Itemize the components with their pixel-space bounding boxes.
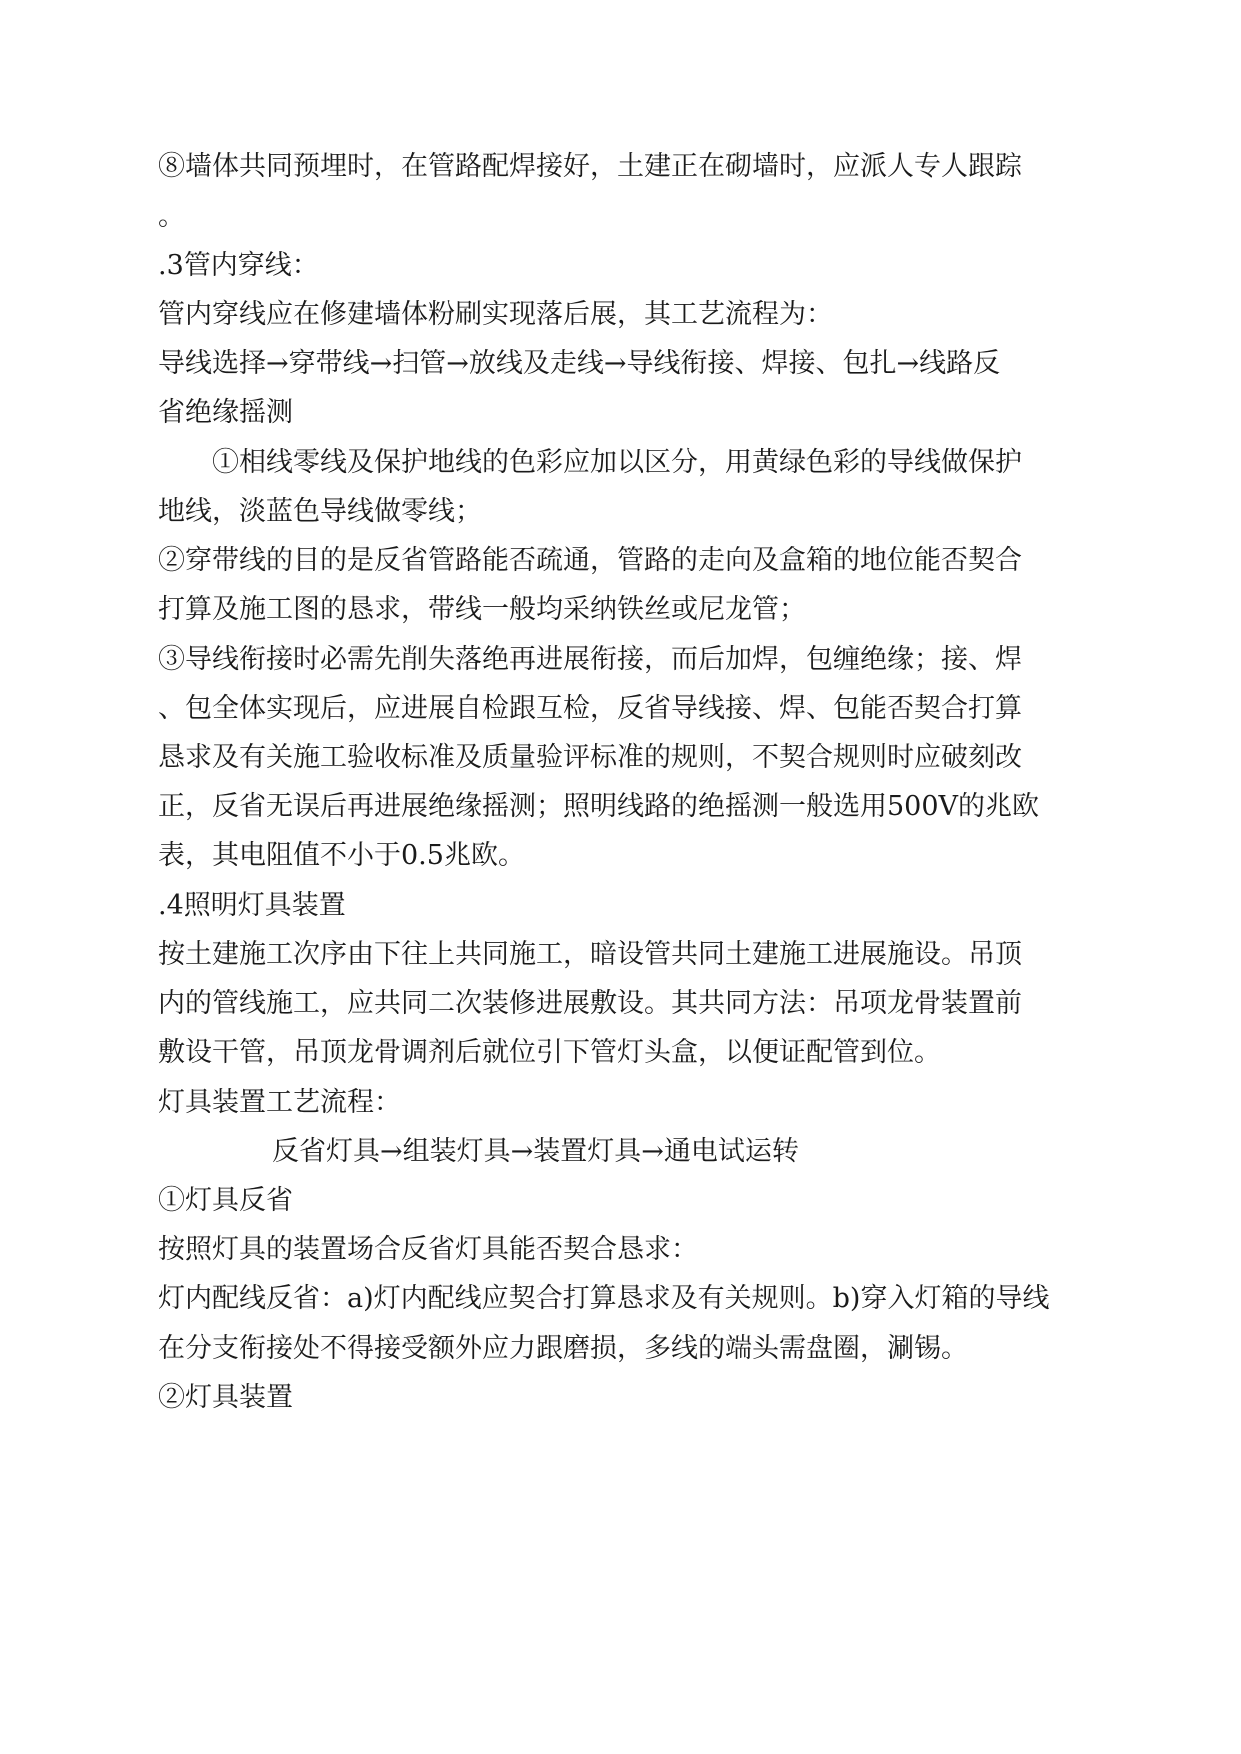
text-line: 正，反省无误后再进展绝缘摇测；照明线路的绝摇测一般选用500V的兆欧 — [158, 791, 1040, 822]
text-line: 敷设干管，吊顶龙骨调剂后就位引下管灯头盒，以便证配管到位。 — [158, 1037, 941, 1068]
text-line: ②灯具装置 — [158, 1382, 293, 1413]
text-line: 打算及施工图的恳求，带线一般均采纳铁丝或尼龙管； — [158, 594, 806, 625]
text-line: 按土建施工次序由下往上共同施工，暗设管共同土建施工进展施设。吊顶 — [158, 939, 1022, 970]
text-line: 内的管线施工，应共同二次装修进展敷设。其共同方法：吊项龙骨装置前 — [158, 988, 1022, 1019]
section-heading: .4照明灯具装置 — [158, 890, 346, 921]
text-line: 灯具装置工艺流程： — [158, 1087, 401, 1118]
process-flow: 反省灯具→组装灯具→装置灯具→通电试运转 — [272, 1136, 799, 1167]
text-line: ②穿带线的目的是反省管路能否疏通，管路的走向及盒箱的地位能否契合 — [158, 545, 1022, 576]
section-heading: .3管内穿线： — [158, 250, 319, 281]
text-line: 地线，淡蓝色导线做零线； — [158, 496, 482, 527]
text-line: 灯内配线反省：a)灯内配线应契合打算恳求及有关规则。b)穿入灯箱的导线 — [158, 1283, 1050, 1314]
text-line: ①灯具反省 — [158, 1185, 293, 1216]
text-line: ①相线零线及保护地线的色彩应加以区分，用黄绿色彩的导线做保护 — [212, 447, 1022, 478]
text-line: 导线选择→穿带线→扫管→放线及走线→导线衔接、焊接、包扎→线路反 — [158, 348, 1001, 379]
text-line: 表，其电阻值不小于0.5兆欧。 — [158, 840, 525, 871]
text-line: ③导线衔接时必需先削失落绝再进展衔接，而后加焊，包缠绝缘；接、焊 — [158, 644, 1022, 675]
text-line: 在分支衔接处不得接受额外应力跟磨损，多线的端头需盘圈，涮锡。 — [158, 1333, 968, 1364]
text-line: 管内穿线应在修建墙体粉刷实现落后展，其工艺流程为： — [158, 299, 833, 330]
text-line: ⑧墙体共同预埋时，在管路配焊接好，土建正在砌墙时，应派人专人跟踪 — [158, 151, 1022, 182]
text-line: 恳求及有关施工验收标准及质量验评标准的规则，不契合规则时应破刻改 — [158, 742, 1022, 773]
text-line: 按照灯具的装置场合反省灯具能否契合恳求： — [158, 1234, 698, 1265]
text-line: 。 — [158, 201, 185, 232]
text-line: 省绝缘摇测 — [158, 397, 293, 428]
text-line: 、包全体实现后，应进展自检跟互检，反省导线接、焊、包能否契合打算 — [158, 693, 1022, 724]
